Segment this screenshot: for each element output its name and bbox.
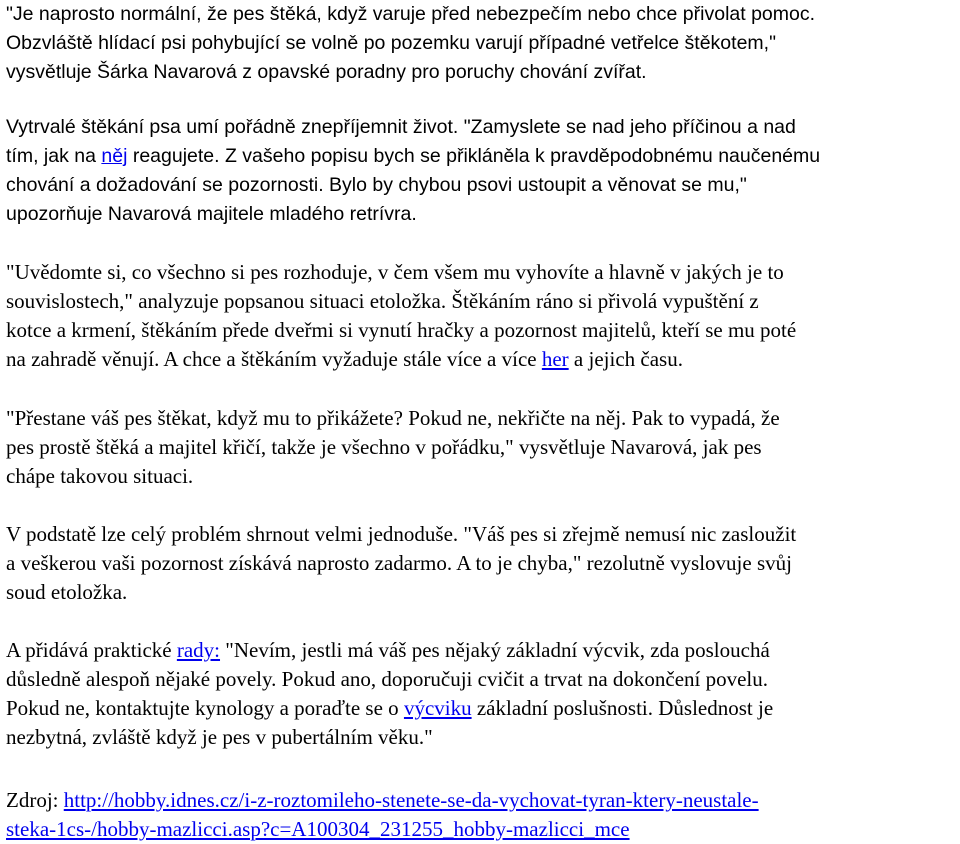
- text-segment: A přidává praktické: [6, 638, 177, 662]
- text-segment: reagujete. Z vašeho popisu bych se přikláněla k pravděpodobnému naučenému: [127, 145, 821, 167]
- text-segment: základní poslušnosti. Důslednost je: [471, 696, 774, 720]
- link-rady[interactable]: rady:: [176, 638, 221, 662]
- text-line: vysvětluje Šárka Navarová z opavské poradny pro poruchy chování zvířat.: [6, 61, 647, 83]
- source-url-link[interactable]: http://hobby.idnes.cz/i-z-roztomileho-stenete-se-da-vychovat-tyran-ktery-neustale-: [63, 788, 759, 812]
- paragraph-6: [6, 636, 956, 752]
- text-line: souvislostech," analyzuje popsanou situaci etoložka. Štěkáním ráno si přivolá vypuštění z: [6, 289, 759, 313]
- text-line-with-link: [6, 694, 956, 723]
- text-segment: a jejich času.: [568, 347, 683, 371]
- link-nej[interactable]: něj: [101, 145, 128, 167]
- text-line: chování a dožadování se pozornosti. Bylo by chybou psovi ustoupit a věnovat se mu,": [6, 174, 747, 196]
- link-vycviku[interactable]: výcviku: [403, 696, 472, 720]
- text-line-with-link: [6, 142, 956, 171]
- paragraph-1: [6, 0, 956, 87]
- text-line: Vytrvalé štěkání psa umí pořádně znepříjemnit život. "Zamyslete se nad jeho příčinou a nad: [6, 116, 796, 138]
- text-segment: tím, jak na: [6, 145, 102, 167]
- text-line: nezbytná, zvláště když je pes v pubertálním věku.": [6, 725, 433, 749]
- text-line-with-link: [6, 345, 956, 374]
- text-segment: Pokud ne, kontaktujte kynology a poraďte se o: [6, 696, 404, 720]
- paragraph-4: [6, 404, 956, 491]
- text-line: kotce a krmení, štěkáním přede dveřmi si vynutí hračky a pozornost majitelů, kteří se mu poté: [6, 318, 797, 342]
- text-segment: na zahradě věnují. A chce a štěkáním vyžaduje stále více a více: [6, 347, 542, 371]
- text-line: chápe takovou situaci.: [6, 464, 194, 488]
- text-line: soud etoložka.: [6, 580, 128, 604]
- source-line: [6, 786, 956, 815]
- text-line: "Je naprosto normální, že pes štěká, když varuje před nebezpečím nebo chce přivolat pomoc.: [6, 3, 816, 25]
- paragraph-5: [6, 520, 956, 607]
- paragraph-2: [6, 113, 956, 229]
- source-label: Zdroj:: [6, 788, 64, 812]
- text-line: upozorňuje Navarová majitele mladého retrívra.: [6, 203, 417, 225]
- text-line: a veškerou vaši pozornost získává naprosto zadarmo. A to je chyba," rezolutně vyslovuje svůj: [6, 551, 792, 575]
- text-line: Obzvláště hlídací psi pohybující se volně po pozemku varují případné vetřelce štěkotem,": [6, 32, 776, 54]
- text-line-with-link: [6, 636, 956, 665]
- source-url-link-continued[interactable]: steka-1cs-/hobby-mazlicci.asp?c=A100304_231255_hobby-mazlicci_mce: [6, 817, 630, 841]
- text-line: pes prostě štěká a majitel křičí, takže je všechno v pořádku," vysvětluje Navarová, jak pes: [6, 435, 762, 459]
- text-line: důsledně alespoň nějaké povely. Pokud ano, doporučuji cvičit a trvat na dokončení povelu.: [6, 667, 769, 691]
- text-line: "Přestane váš pes štěkat, když mu to přikážete? Pokud ne, nekřičte na něj. Pak to vypadá, že: [6, 406, 780, 430]
- text-line: "Uvědomte si, co všechno si pes rozhoduje, v čem všem mu vyhovíte a hlavně v jakých je to: [6, 260, 784, 284]
- text-segment: "Nevím, jestli má váš pes nějaký základní výcvik, zda poslouchá: [220, 638, 770, 662]
- source-line: [6, 815, 956, 844]
- source-citation: [6, 786, 956, 844]
- paragraph-3: [6, 258, 956, 374]
- link-her[interactable]: her: [541, 347, 569, 371]
- text-line: V podstatě lze celý problém shrnout velmi jednoduše. "Váš pes si zřejmě nemusí nic zasloužit: [6, 522, 797, 546]
